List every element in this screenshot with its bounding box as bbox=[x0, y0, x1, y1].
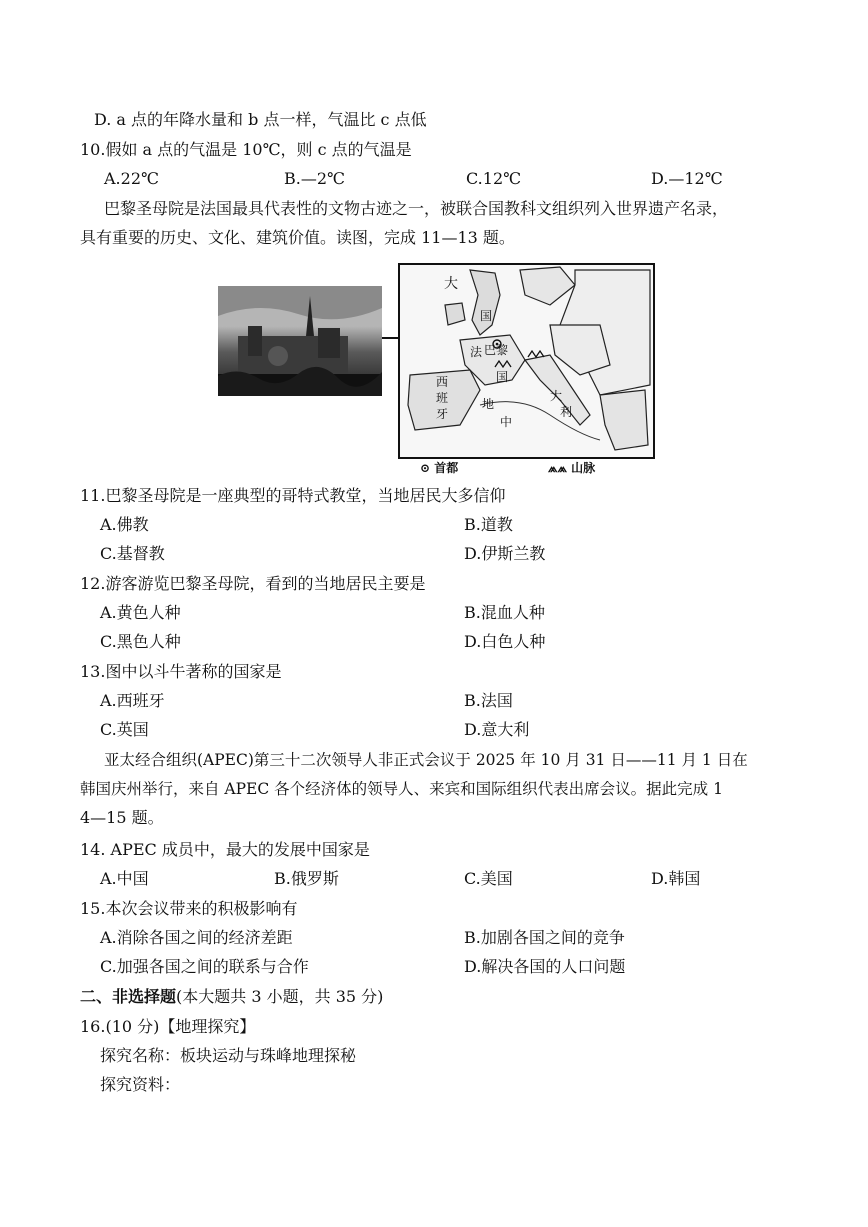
europe-map bbox=[398, 263, 655, 459]
capital-icon: ⊙ bbox=[420, 461, 431, 475]
intro-11-13-line1: 巴黎圣母院是法国最具代表性的文物古迹之一，被联合国教科文组织列入世界遗产名录， bbox=[104, 199, 729, 218]
q11-option-d: D.伊斯兰教 bbox=[464, 544, 546, 563]
legend-capital bbox=[420, 459, 458, 476]
map-label-paris: 巴黎 bbox=[484, 343, 509, 357]
q16-stem: 16.(10 分)【地理探究】 bbox=[80, 1017, 256, 1036]
map-label-da-it: 大 bbox=[550, 389, 563, 403]
map-label-da: 大 bbox=[444, 276, 458, 292]
q14-option-a: A.中国 bbox=[100, 869, 149, 888]
q15-option-d: D.解决各国的人口问题 bbox=[464, 957, 626, 976]
intro-14-15-line3: 4—15 题。 bbox=[80, 808, 164, 827]
mountain-icon: ⩕⩕ bbox=[548, 461, 567, 475]
map-label-zhong: 中 bbox=[500, 415, 513, 429]
q10-stem: 10.假如 a 点的气温是 10℃，则 c 点的气温是 bbox=[80, 140, 412, 159]
section2-note: (本大题共 3 小题，共 35 分) bbox=[176, 987, 384, 1006]
intro-14-15-line1: 亚太经合组织(APEC)第三十二次领导人非正式会议于 2025 年 10 月 31 日——11 月 1 日在 bbox=[104, 751, 748, 769]
intro-11-13-line2: 具有重要的历史、文化、建筑价值。读图，完成 11—13 题。 bbox=[80, 228, 515, 247]
q12-stem: 12.游客游览巴黎圣母院，看到的当地居民主要是 bbox=[80, 574, 426, 593]
q9-option-d: D. a 点的年降水量和 b 点一样，气温比 c 点低 bbox=[94, 110, 427, 129]
q13-option-d: D.意大利 bbox=[464, 720, 530, 739]
q11-option-a: A.佛教 bbox=[100, 515, 149, 534]
map-label-li: 利 bbox=[560, 405, 573, 419]
q15-option-b: B.加剧各国之间的竞争 bbox=[464, 928, 625, 947]
q16-inquiry-material: 探究资料： bbox=[100, 1075, 181, 1094]
q13-stem: 13.图中以斗牛著称的国家是 bbox=[80, 662, 282, 681]
q11-stem: 11.巴黎圣母院是一座典型的哥特式教堂，当地居民大多信仰 bbox=[80, 486, 506, 505]
map-label-ban: 班 bbox=[436, 391, 449, 405]
q15-stem: 15.本次会议带来的积极影响有 bbox=[80, 899, 298, 918]
map-label-xi: 西 bbox=[436, 375, 449, 389]
cathedral-illustration bbox=[218, 286, 382, 396]
q13-option-c: C.英国 bbox=[100, 720, 149, 739]
q14-stem: 14. APEC 成员中，最大的发展中国家是 bbox=[80, 840, 370, 859]
map-label-fa: 法 bbox=[470, 345, 483, 359]
q10-option-c: C.12℃ bbox=[466, 169, 522, 188]
q12-option-c: C.黑色人种 bbox=[100, 632, 181, 651]
q15-option-a: A.消除各国之间的经济差距 bbox=[100, 928, 293, 947]
q12-option-a: A.黄色人种 bbox=[100, 603, 181, 622]
q16-inquiry-name: 探究名称：板块运动与珠峰地理探秘 bbox=[100, 1046, 357, 1065]
intro-14-15-line2: 韩国庆州举行，来自 APEC 各个经济体的领导人、来宾和国际组织代表出席会议。据此完成 1 bbox=[80, 780, 723, 798]
q10-option-b: B.—2℃ bbox=[284, 169, 345, 188]
q11-option-c: C.基督教 bbox=[100, 544, 165, 563]
q10-option-a: A.22℃ bbox=[104, 169, 159, 188]
q13-option-b: B.法国 bbox=[464, 691, 513, 710]
map-label-guo-fr: 国 bbox=[496, 370, 509, 384]
legend-mountain bbox=[548, 459, 595, 476]
legend-capital-label: 首都 bbox=[434, 461, 459, 475]
legend-mountain-label: 山脉 bbox=[571, 461, 596, 475]
q13-option-a: A.西班牙 bbox=[100, 691, 165, 710]
q14-option-d: D.韩国 bbox=[651, 869, 701, 888]
section2-title: 二、非选择题 bbox=[80, 987, 177, 1006]
q15-option-c: C.加强各国之间的联系与合作 bbox=[100, 957, 309, 976]
q14-option-c: C.美国 bbox=[464, 869, 513, 888]
map-label-ya: 牙 bbox=[436, 407, 449, 421]
map-label-guo-uk: 国 bbox=[480, 309, 493, 323]
map-outline bbox=[400, 265, 653, 457]
q12-option-d: D.白色人种 bbox=[464, 632, 546, 651]
q10-option-d: D.—12℃ bbox=[651, 169, 723, 188]
map-label-di: 地 bbox=[482, 397, 495, 411]
section2-heading bbox=[80, 987, 383, 1007]
notre-dame-photo bbox=[218, 286, 382, 396]
q14-option-b: B.俄罗斯 bbox=[274, 869, 339, 888]
q11-option-b: B.道教 bbox=[464, 515, 513, 534]
q12-option-b: B.混血人种 bbox=[464, 603, 545, 622]
